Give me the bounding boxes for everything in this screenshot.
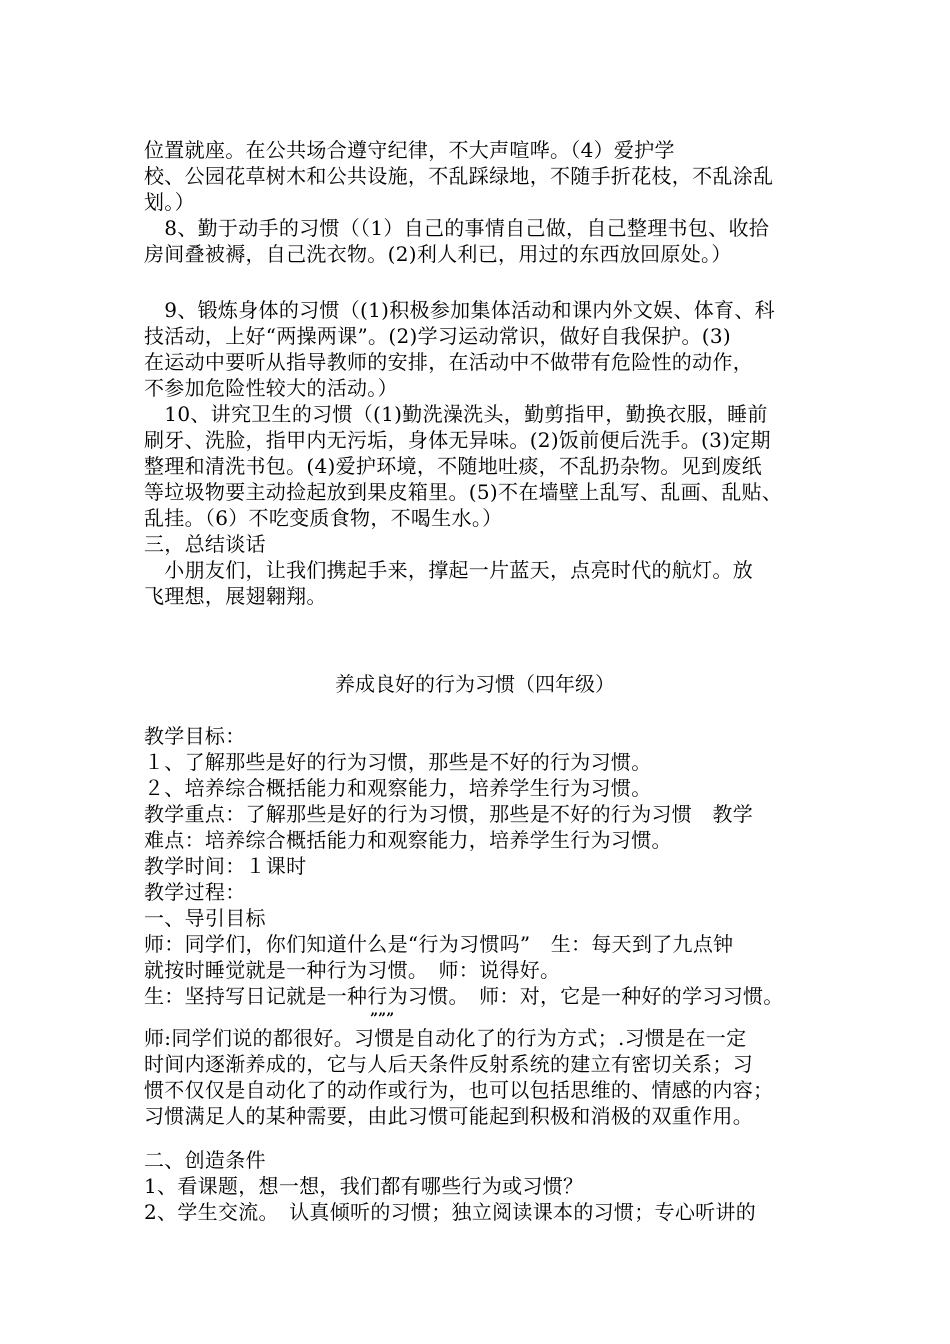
text-line: 师:同学们说的都很好。习惯是自动化了的行为方式；.习惯是在一定 (144, 1026, 747, 1050)
text-line: 校、公园花草树木和公共设施，不乱踩绿地，不随手折花枝，不乱涂乱 (144, 164, 774, 188)
text-line: 1、看课题，想一想，我们都有哪些行为或习惯？ (144, 1174, 584, 1198)
text-line: 师：同学们，你们知道什么是“行为习惯吗” 生：每天到了九点钟 (144, 932, 734, 956)
text-line: 生：坚持写日记就是一种行为习惯。 师：对，它是一种好的学习习惯。 (144, 984, 784, 1008)
text-line: 刷牙、洗脸，指甲内无污垢，身体无异味。(2)饭前便后洗手。(3)定期 (144, 428, 771, 452)
text-line: 时间内逐渐养成的，它与人后天条件反射系统的建立有密切关系；习 (144, 1052, 753, 1076)
text-line: 8、勤于动手的习惯（（1）自己的事情自己做，自己整理书包、收拾 (144, 216, 770, 240)
text-line: 2、学生交流。 认真倾听的习惯；独立阅读课本的习惯；专心听讲的 (144, 1200, 757, 1224)
stray-quote-marks: ””” (370, 1011, 395, 1027)
text-line: 教学重点：了解那些是好的行为习惯，那些是不好的行为习惯 教学 (144, 802, 753, 826)
text-line: 不参加危险性较大的活动。） (144, 376, 398, 400)
text-line: 就按时睡觉就是一种行为习惯。 师：说得好。 (144, 958, 561, 982)
text-line: 教学目标： (144, 724, 246, 748)
text-line: 划。） (144, 190, 195, 214)
section-heading: 二、创造条件 (144, 1148, 266, 1172)
text-line: 教学过程： (144, 880, 246, 904)
text-line: 小朋友们，让我们携起手来，撑起一片蓝天，点亮时代的航灯。放 (144, 558, 753, 582)
section-heading: 三，总结谈话 (144, 532, 266, 556)
text-line: 在运动中要听从指导教师的安排，在活动中不做带有危险性的动作， (144, 350, 753, 374)
text-line: ２、培养综合概括能力和观察能力，培养学生行为习惯。 (144, 776, 652, 800)
text-line: 位置就座。在公共场合遵守纪律，不大声喧哗。（4）爱护学 (144, 138, 675, 162)
section-heading: 一、导引目标 (144, 906, 266, 930)
text-line: 教学时间：１课时 (144, 854, 307, 878)
text-line: 整理和清洗书包。(4)爱护环境，不随地吐痰，不乱扔杂物。见到废纸 (144, 454, 762, 478)
text-line: 难点：培养综合概括能力和观察能力，培养学生行为习惯。 (144, 828, 672, 852)
text-line: 技活动，上好“两操两课”。(2)学习运动常识，做好自我保护。(3) (144, 324, 732, 348)
text-line: 习惯满足人的某种需要，由此习惯可能起到积极和消极的双重作用。 (144, 1104, 753, 1128)
text-line: 飞理想，展翅翱翔。 (144, 584, 327, 608)
text-line: 等垃圾物要主动捡起放到果皮箱里。(5)不在墙壁上乱写、乱画、乱贴、 (144, 480, 783, 504)
text-line: 10、讲究卫生的习惯（(1)勤洗澡洗头，勤剪指甲，勤换衣服，睡前 (144, 402, 768, 426)
document-title: 养成良好的行为习惯（四年级） (335, 672, 615, 696)
text-line: 乱挂。（6）不吃变质食物，不喝生水。） (144, 506, 503, 530)
text-line: １、了解那些是好的行为习惯，那些是不好的行为习惯。 (144, 750, 652, 774)
text-line: 房间叠被褥，自己洗衣物。(2)利人利已，用过的东西放回原处。） (144, 242, 732, 266)
text-line: 惯不仅仅是自动化了的动作或行为，也可以包括思维的、情感的内容； (144, 1078, 774, 1102)
text-line: 9、锻炼身体的习惯（(1)积极参加集体活动和课内外文娱、体育、科 (144, 298, 775, 322)
